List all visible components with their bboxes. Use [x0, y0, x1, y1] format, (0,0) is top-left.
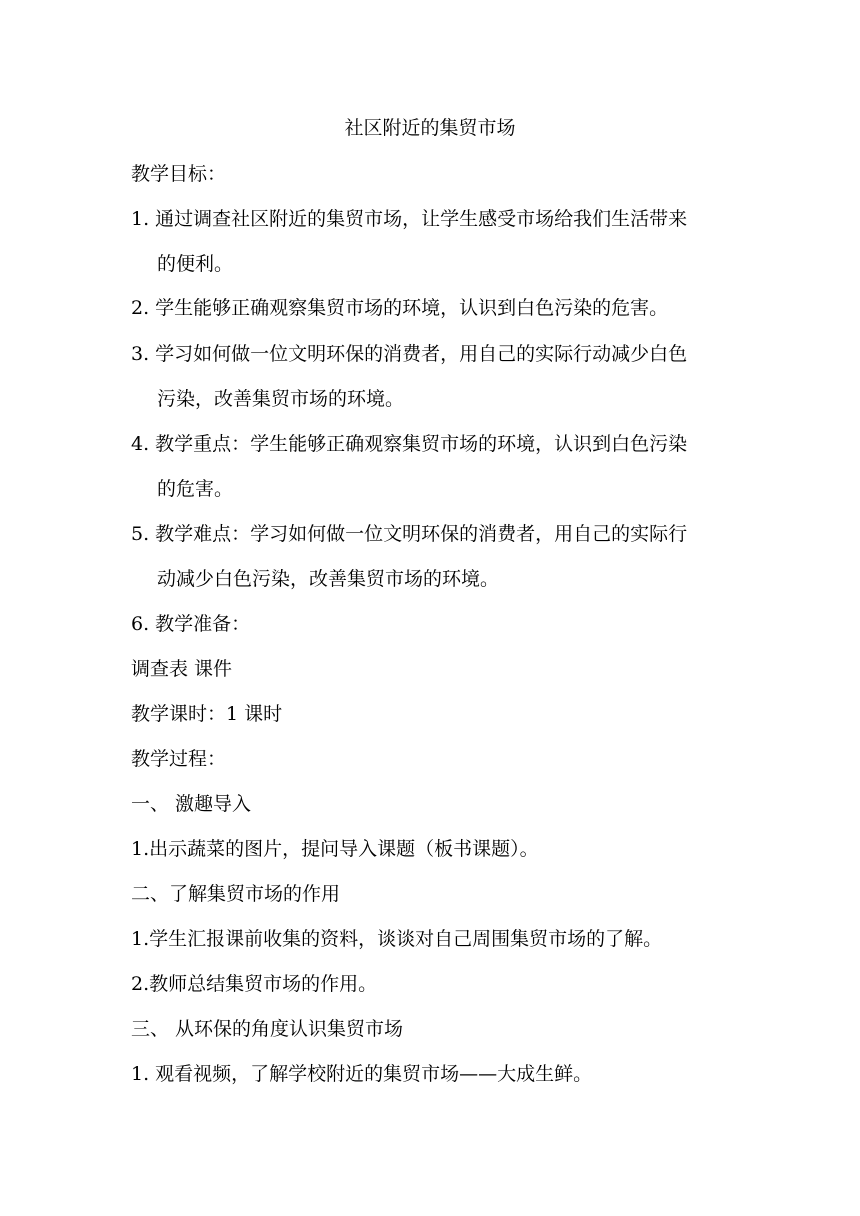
section-2-item-2: 2.教师总结集贸市场的作用。: [131, 973, 378, 995]
section-2-heading: 二、了解集贸市场的作用: [131, 883, 341, 905]
objective-4-line-2: 的危害。: [157, 478, 234, 500]
document-title: 社区附近的集贸市场: [344, 117, 516, 139]
objective-2-line-1: 2. 学生能够正确观察集贸市场的环境，认识到白色污染的危害。: [131, 297, 669, 319]
objective-5-line-2: 动减少白色污染，改善集贸市场的环境。: [157, 568, 500, 590]
section-1-item-1: 1.出示蔬菜的图片，提问导入课题（板书课题）。: [131, 838, 539, 860]
objective-3-line-2: 污染，改善集贸市场的环境。: [157, 388, 405, 410]
section-1-heading: 一、 激趣导入: [131, 793, 252, 815]
process-heading: 教学过程：: [131, 748, 227, 770]
objective-1-line-2: 的便利。: [157, 253, 234, 275]
objective-6-line-1: 6. 教学准备：: [131, 613, 251, 635]
class-hours-line: 教学课时：1 课时: [131, 703, 283, 725]
objective-3-line-1: 3. 学习如何做一位文明环保的消费者，用自己的实际行动减少白色: [131, 343, 688, 365]
objective-5-line-1: 5. 教学难点：学习如何做一位文明环保的消费者，用自己的实际行: [131, 523, 688, 545]
section-3-item-1: 1. 观看视频，了解学校附近的集贸市场——大成生鲜。: [131, 1063, 593, 1085]
section-3-heading: 三、 从环保的角度认识集贸市场: [131, 1018, 404, 1040]
objective-4-line-1: 4. 教学重点：学生能够正确观察集贸市场的环境，认识到白色污染: [131, 433, 688, 455]
objective-1-line-1: 1. 通过调查社区附近的集贸市场，让学生感受市场给我们生活带来: [131, 208, 688, 230]
section-2-item-1: 1.学生汇报课前收集的资料，谈谈对自己周围集贸市场的了解。: [131, 928, 663, 950]
materials-line: 调查表 课件: [131, 658, 233, 680]
objectives-heading: 教学目标：: [131, 163, 227, 185]
